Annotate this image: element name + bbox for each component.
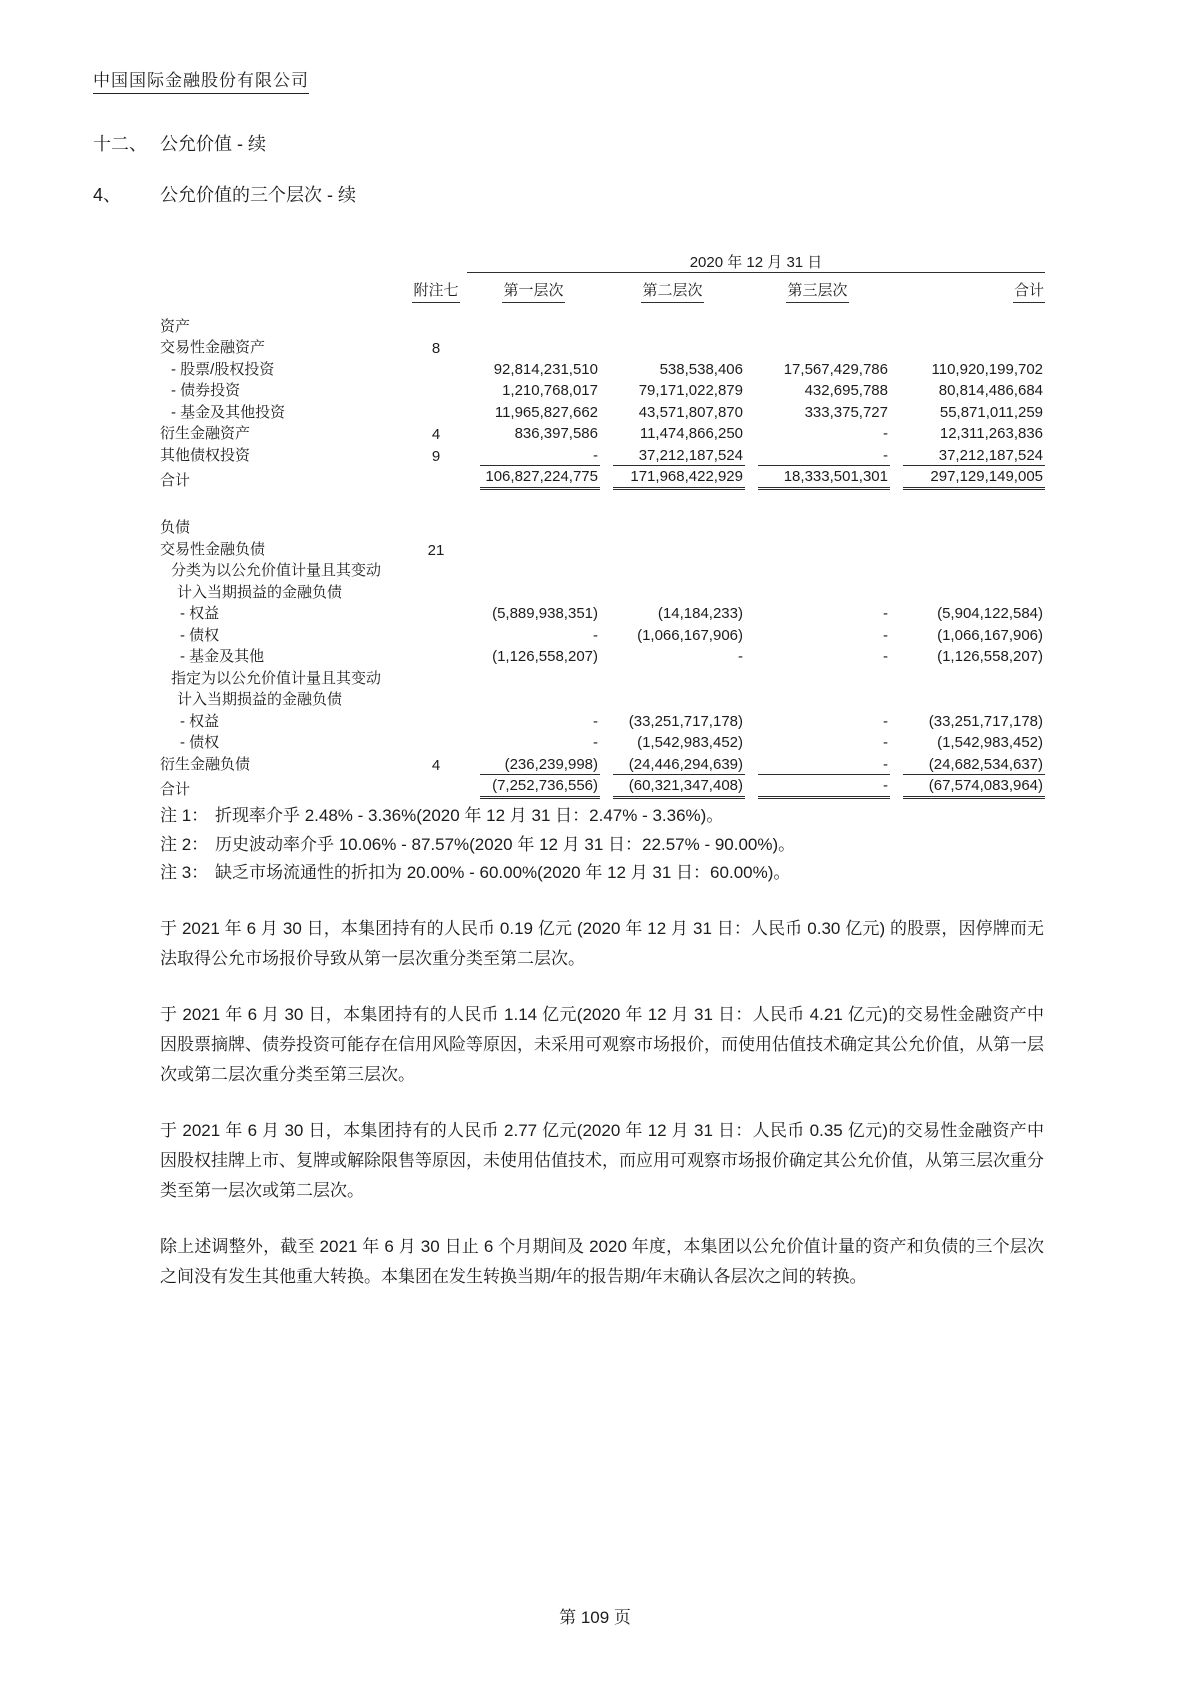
row-value — [745, 688, 890, 710]
table-row — [160, 516, 1045, 538]
row-value — [745, 731, 890, 753]
row-value-text: 37,212,187,524 — [938, 446, 1044, 464]
row-value-text: - — [883, 425, 888, 442]
row-note-ref — [405, 314, 467, 336]
row-value — [745, 602, 890, 624]
section-heading — [93, 130, 266, 156]
row-value — [890, 645, 1045, 667]
row-label: - 基金及其他 — [180, 648, 265, 665]
row-value — [890, 379, 1045, 401]
row-label: - 权益 — [180, 605, 220, 622]
body-paragraphs-block — [160, 914, 1044, 1318]
column-header-level2: 第二层次 — [600, 273, 745, 301]
row-value — [467, 379, 600, 401]
row-value-text: (1,126,558,207) — [492, 648, 598, 665]
row-label: 指定为以公允价值计量且其变动 — [171, 669, 382, 687]
row-value-text: (5,889,938,351) — [492, 605, 598, 622]
fair-value-table — [160, 244, 1045, 799]
date-header: 2020 年 12 月 31 日 — [467, 244, 1045, 273]
row-value — [467, 666, 600, 688]
row-value-text: - — [883, 755, 888, 773]
table-row — [160, 422, 1045, 444]
row-label: - 债权 — [180, 626, 220, 644]
table-spacer-row — [160, 490, 1045, 516]
table-row — [160, 314, 1045, 336]
row-value — [600, 314, 745, 336]
row-value-text: 80,814,486,684 — [938, 382, 1044, 399]
row-note-ref — [405, 774, 467, 799]
row-value — [890, 709, 1045, 731]
row-label: 计入当期损益的金融负债 — [177, 691, 343, 708]
row-value-text: 18,333,501,301 — [758, 465, 890, 490]
row-value-text: 37,212,187,524 — [638, 446, 743, 464]
row-value-text: (7,252,736,556) — [480, 774, 600, 799]
row-label: 交易性金融资产 — [160, 339, 266, 356]
table-row — [160, 709, 1045, 731]
table-row — [160, 537, 1045, 559]
row-value — [467, 314, 600, 336]
row-value — [600, 623, 745, 645]
row-value — [745, 645, 890, 667]
fair-value-table-body — [160, 314, 1045, 799]
row-value-text: (67,574,083,964) — [903, 774, 1045, 799]
row-value-text: 17,567,429,786 — [783, 360, 888, 378]
company-name: 中国国际金融股份有限公司 — [93, 66, 309, 94]
row-value-text: (1,126,558,207) — [937, 648, 1044, 665]
table-row — [160, 379, 1045, 401]
row-label: 交易性金融负债 — [160, 540, 266, 558]
table-row — [160, 645, 1045, 667]
row-value — [745, 422, 890, 444]
row-value — [890, 422, 1045, 444]
section-number: 十二、 — [93, 134, 147, 154]
row-note-ref — [405, 357, 467, 379]
body-paragraph: 于 2021 年 6 月 30 日，本集团持有的人民币 1.14 亿元(2020 年 12 月 31 日：人民币 4.21 亿元)的交易性金融资产中因股票摘牌、债券投资可能存在信用风险等原因，未采用可观察市场报价，而使用估值技术确定其公允价值，从第一层次或第二层次重分类至第三层次。 — [160, 1005, 1044, 1084]
row-value-text: - — [883, 605, 888, 622]
row-note-ref — [405, 602, 467, 624]
row-value — [745, 559, 890, 581]
row-value — [600, 516, 745, 538]
row-value — [467, 336, 600, 358]
row-value-text: - — [758, 774, 890, 799]
row-value-text: - — [593, 626, 598, 644]
table-row — [160, 400, 1045, 422]
row-value-text: - — [883, 626, 888, 644]
row-value — [890, 357, 1045, 379]
row-value — [890, 443, 1045, 465]
row-value-text: 11,474,866,250 — [639, 425, 743, 442]
row-value — [467, 580, 600, 602]
row-value — [745, 443, 890, 465]
table-row — [160, 688, 1045, 710]
body-paragraph: 除上述调整外，截至 2021 年 6 月 30 日止 6 个月期间及 2020 年度，本集团以公允价值计量的资产和负债的三个层次之间没有发生其他重大转换。本集团在发生转换当期/年的报告期/年末确认各层次之间的转换。 — [160, 1237, 1044, 1286]
row-value — [467, 443, 600, 465]
row-note-ref — [405, 645, 467, 667]
row-note-ref: 4 — [431, 426, 441, 443]
row-value — [890, 336, 1045, 358]
page-number: 第 109 页 — [559, 1608, 631, 1627]
row-value-text: - — [883, 446, 888, 464]
row-value — [745, 752, 890, 774]
row-value — [467, 774, 600, 799]
row-note-ref: 8 — [431, 340, 441, 357]
note-label: 注 1： — [160, 806, 209, 825]
row-note-ref — [405, 666, 467, 688]
row-value-text: (5,904,122,584) — [937, 605, 1044, 622]
fair-value-table-container — [160, 244, 1045, 799]
row-value — [890, 580, 1045, 602]
row-value-text: - — [593, 734, 598, 751]
row-value-text: - — [593, 446, 598, 464]
date-header-row — [160, 244, 1045, 273]
row-note-ref — [405, 688, 467, 710]
row-value-text: (24,446,294,639) — [628, 755, 743, 773]
row-note-ref — [405, 580, 467, 602]
row-value-text: 1,210,768,017 — [502, 382, 598, 399]
row-value-text: (1,066,167,906) — [637, 626, 743, 644]
row-value — [890, 688, 1045, 710]
row-value — [600, 336, 745, 358]
row-value — [890, 400, 1045, 422]
row-label: - 股票/股权投资 — [171, 360, 275, 378]
row-label: 资产 — [160, 317, 191, 335]
row-value-text: 171,968,422,929 — [613, 465, 745, 490]
row-value — [890, 774, 1045, 799]
section-title: 公允价值 - 续 — [160, 134, 266, 154]
row-value — [890, 516, 1045, 538]
row-value-text: 92,814,231,510 — [493, 360, 598, 378]
row-value — [600, 774, 745, 799]
row-value-text: 432,695,788 — [804, 382, 888, 399]
row-value — [600, 537, 745, 559]
header-gap-row — [160, 300, 1045, 314]
row-value-text: 55,871,011,259 — [939, 403, 1044, 421]
row-value — [890, 602, 1045, 624]
row-value — [467, 731, 600, 753]
row-label: 合计 — [160, 471, 191, 489]
row-value — [745, 400, 890, 422]
table-row — [160, 752, 1045, 774]
row-value — [600, 731, 745, 753]
row-note-ref: 21 — [427, 541, 445, 559]
note-line — [160, 831, 795, 860]
row-value — [600, 752, 745, 774]
table-row — [160, 559, 1045, 581]
row-value — [745, 357, 890, 379]
row-value-text: (1,542,983,452) — [937, 734, 1044, 751]
row-value — [600, 357, 745, 379]
row-label: - 基金及其他投资 — [171, 403, 286, 421]
row-value-text: 106,827,224,775 — [480, 465, 600, 490]
body-paragraph: 于 2021 年 6 月 30 日，本集团持有的人民币 2.77 亿元(2020 年 12 月 31 日：人民币 0.35 亿元)的交易性金融资产中因股权挂牌上市、复牌或解除限售等原因，未使用估值技术，而应用可观察市场报价确定其公允价值，从第三层次重分类至第一层次或第二层次。 — [160, 1121, 1044, 1200]
row-label: 衍生金融资产 — [160, 425, 251, 442]
note-text: 缺乏市场流通性的折扣为 20.00% - 60.00%(2020 年 12 月 31 日：60.00%)。 — [215, 863, 791, 882]
table-row — [160, 465, 1045, 490]
note-text: 折现率介乎 2.48% - 3.36%(2020 年 12 月 31 日：2.47% - 3.36%)。 — [215, 806, 724, 825]
row-value — [467, 357, 600, 379]
row-value — [745, 516, 890, 538]
row-value-text: (14,184,233) — [657, 605, 743, 622]
table-row — [160, 774, 1045, 799]
row-value-text: 79,171,022,879 — [638, 382, 743, 399]
row-value — [600, 465, 745, 490]
row-value — [467, 400, 600, 422]
table-row — [160, 336, 1045, 358]
subsection-title: 公允价值的三个层次 - 续 — [160, 185, 356, 205]
row-note-ref — [405, 465, 467, 490]
row-value — [890, 559, 1045, 581]
note-label: 注 3： — [160, 863, 209, 882]
row-value — [745, 336, 890, 358]
row-value-text: (236,239,998) — [504, 755, 598, 773]
row-value-text: (1,542,983,452) — [637, 734, 743, 751]
body-paragraph: 于 2021 年 6 月 30 日，本集团持有的人民币 0.19 亿元 (2020 年 12 月 31 日：人民币 0.30 亿元) 的股票，因停牌而无法取得公允市场报价导致从第一层次重分类至第二层次。 — [160, 919, 1044, 968]
row-note-ref: 9 — [431, 447, 441, 465]
row-value — [600, 709, 745, 731]
row-value — [467, 516, 600, 538]
row-value-text: - — [738, 648, 743, 665]
row-value — [600, 559, 745, 581]
note-label: 注 2： — [160, 834, 209, 854]
row-value — [890, 623, 1045, 645]
row-value — [600, 645, 745, 667]
row-value-text: (33,251,717,178) — [928, 712, 1044, 730]
row-value-text: 333,375,727 — [804, 403, 888, 421]
row-label: 合计 — [160, 780, 191, 798]
row-value — [745, 580, 890, 602]
row-value — [745, 623, 890, 645]
note-line — [160, 802, 795, 831]
row-value-text: (24,682,534,637) — [928, 755, 1044, 773]
table-row — [160, 602, 1045, 624]
row-note-ref — [405, 516, 467, 538]
row-value-text: (33,251,717,178) — [628, 712, 743, 730]
row-value — [600, 602, 745, 624]
row-label: - 权益 — [180, 712, 220, 730]
column-header-row — [160, 273, 1045, 301]
row-value — [745, 465, 890, 490]
row-value-text: - — [883, 712, 888, 730]
row-value — [745, 774, 890, 799]
row-value-text: 538,538,406 — [659, 360, 743, 378]
row-value — [467, 623, 600, 645]
column-header-note: 附注七 — [405, 273, 467, 301]
row-value — [600, 400, 745, 422]
row-value-text: 836,397,586 — [514, 425, 598, 442]
footnotes-block — [160, 802, 795, 888]
row-value — [600, 443, 745, 465]
row-note-ref — [405, 709, 467, 731]
row-value — [745, 314, 890, 336]
row-value-text: (60,321,347,408) — [613, 774, 745, 799]
table-row — [160, 580, 1045, 602]
note-text: 历史波动率介乎 10.06% - 87.57%(2020 年 12 月 31 日：22.57% - 90.00%)。 — [215, 834, 796, 854]
row-value — [890, 666, 1045, 688]
row-value — [600, 379, 745, 401]
column-header-total: 合计 — [890, 273, 1045, 301]
row-label: - 债权 — [180, 734, 220, 751]
table-row — [160, 443, 1045, 465]
row-note-ref — [405, 559, 467, 581]
row-value — [890, 537, 1045, 559]
row-value-text: 297,129,149,005 — [903, 465, 1045, 490]
row-value-text: - — [883, 648, 888, 665]
row-value — [890, 314, 1045, 336]
row-value — [745, 709, 890, 731]
row-note-ref — [405, 379, 467, 401]
row-value-text: - — [593, 712, 598, 730]
row-note-ref — [405, 623, 467, 645]
row-value — [600, 580, 745, 602]
row-value-text: 11,965,827,662 — [494, 403, 598, 421]
row-label: - 债券投资 — [171, 382, 241, 399]
row-value — [467, 709, 600, 731]
row-value — [467, 537, 600, 559]
row-value — [467, 752, 600, 774]
table-row — [160, 623, 1045, 645]
row-value — [745, 379, 890, 401]
row-value — [467, 465, 600, 490]
row-value — [467, 422, 600, 444]
row-value-text: - — [883, 734, 888, 751]
row-value-text: (1,066,167,906) — [937, 626, 1044, 644]
row-value — [745, 666, 890, 688]
row-note-ref — [405, 731, 467, 753]
table-row — [160, 666, 1045, 688]
row-value — [600, 422, 745, 444]
row-label: 衍生金融负债 — [160, 755, 251, 773]
row-note-ref: 4 — [431, 756, 441, 774]
note-line — [160, 859, 795, 888]
row-value — [890, 752, 1045, 774]
row-note-ref — [405, 400, 467, 422]
table-row — [160, 357, 1045, 379]
row-value — [467, 645, 600, 667]
row-label: 分类为以公允价值计量且其变动 — [171, 562, 382, 579]
row-value — [467, 559, 600, 581]
row-value — [600, 666, 745, 688]
subsection-heading — [93, 181, 356, 207]
row-value — [467, 688, 600, 710]
row-value-text: 12,311,263,836 — [939, 425, 1044, 442]
row-value — [745, 537, 890, 559]
row-label: 计入当期损益的金融负债 — [177, 583, 343, 601]
column-header-level1: 第一层次 — [467, 273, 600, 301]
row-value — [890, 465, 1045, 490]
column-header-level3: 第三层次 — [745, 273, 890, 301]
row-label: 其他债权投资 — [160, 446, 251, 464]
row-value-text: 43,571,807,870 — [638, 403, 743, 421]
row-label: 负债 — [160, 519, 191, 536]
row-value — [467, 602, 600, 624]
row-value-text: 110,920,199,702 — [931, 360, 1044, 378]
table-row — [160, 731, 1045, 753]
row-value — [890, 731, 1045, 753]
subsection-number: 4、 — [93, 185, 122, 205]
row-value — [600, 688, 745, 710]
